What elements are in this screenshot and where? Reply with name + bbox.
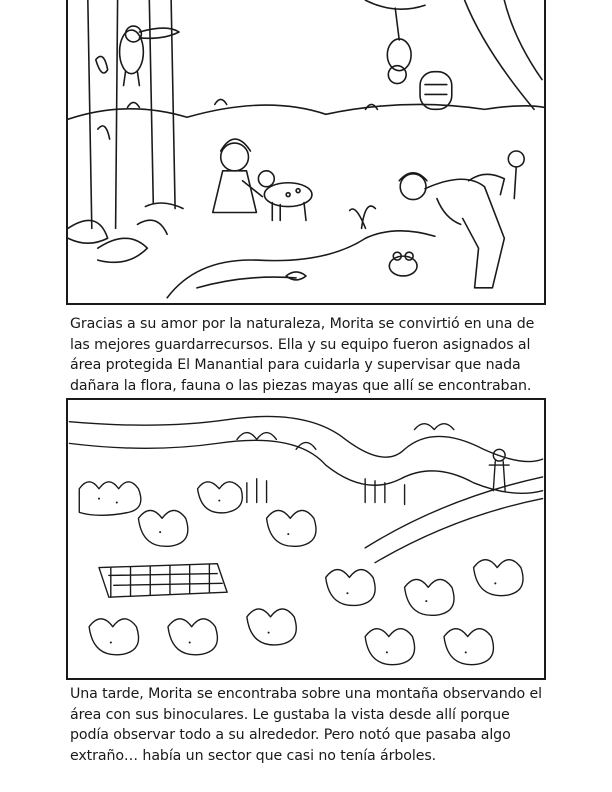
deer-icon <box>258 171 312 221</box>
aerial-forest-illustration <box>66 398 546 680</box>
tree-canopy <box>79 424 523 665</box>
story-paragraph-1: Gracias a su amor por la naturaleza, Morita se convirtió en una de las mejores guardarrecursos. Ella y su equipo fueron asignados al área protegida El Manantial para cuidarla y supervisar que nada dañara la flora, fauna o las piezas mayas que allí se encontraban. <box>70 316 535 394</box>
monkey-icon <box>387 8 411 83</box>
story-paragraph-2: Una tarde, Morita se encontraba sobre una montaña observando el área con sus binoculares. Le gustaba la vista desde allí porque podía observar todo a su alrededor. Pero notó que pasaba algo extraño… había un sector que casi no tenía árboles. <box>70 686 543 764</box>
girl-icon <box>213 139 263 212</box>
frog-icon <box>389 252 417 276</box>
forest-scene-illustration <box>66 0 546 305</box>
